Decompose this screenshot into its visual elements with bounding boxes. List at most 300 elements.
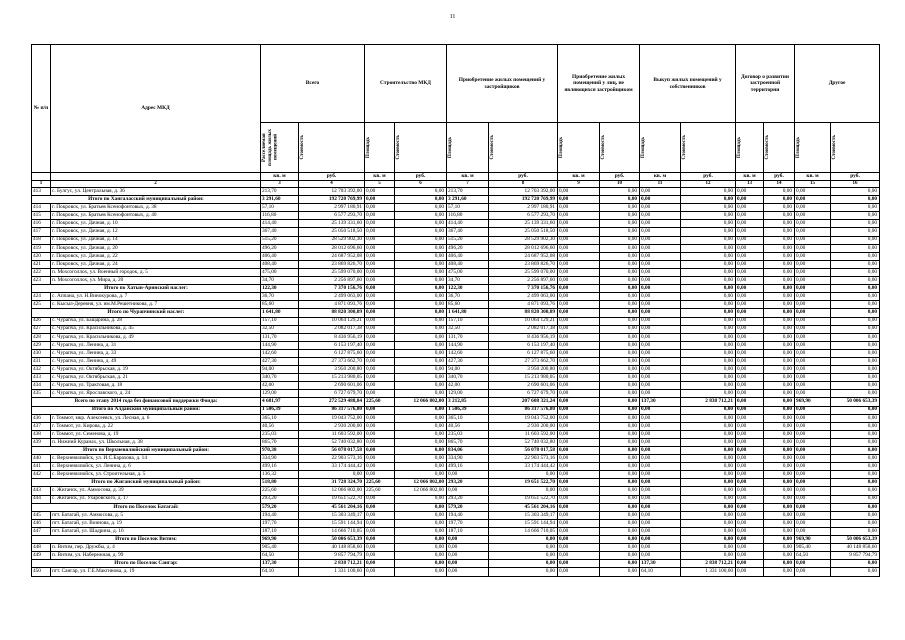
area-cell: 40,56 — [261, 422, 299, 430]
total-label: Итого по Поселок Сангар: — [32, 560, 261, 568]
cost-cell: 25 599 070,00 — [489, 268, 558, 276]
area-cell: 0,00 — [640, 455, 681, 463]
cost-cell: 0,00 — [395, 503, 447, 511]
area-cell: 0,00 — [640, 519, 681, 527]
subheader-area: Площадь — [736, 123, 764, 173]
table-row — [32, 293, 880, 301]
area-cell: 0,00 — [795, 487, 831, 495]
cost-cell: 52 740 032,80 — [489, 438, 558, 446]
cost-cell: 4 871 093,76 — [489, 301, 558, 309]
cost-cell: 0,00 — [395, 471, 447, 479]
cost-cell: 0,00 — [395, 366, 447, 374]
area-cell: 414,40 — [447, 220, 489, 228]
area-cell: 0,00 — [365, 519, 395, 527]
total-label: Итого по Поселок Витим: — [32, 536, 261, 544]
cost-cell: 0,00 — [831, 349, 880, 357]
row-number: 431 — [32, 357, 51, 365]
cost-cell: 0,00 — [395, 341, 447, 349]
row-number: 449 — [32, 552, 51, 560]
cost-cell: 0,00 — [600, 438, 640, 446]
area-cell: 85,60 — [447, 301, 489, 309]
area-cell: 0,00 — [447, 471, 489, 479]
area-cell: 0,00 — [558, 390, 600, 398]
table-row — [32, 527, 880, 535]
cost-cell: 0,00 — [681, 366, 736, 374]
table-row — [32, 430, 880, 438]
cost-cell: 0,00 — [395, 463, 447, 471]
area-cell: 213,70 — [447, 188, 489, 196]
area-cell: 408,40 — [261, 260, 299, 268]
cost-cell: 0,00 — [831, 260, 880, 268]
area-cell: 0,00 — [795, 463, 831, 471]
cost-cell: 22 903 573,16 — [489, 455, 558, 463]
cost-cell: 0,00 — [764, 196, 795, 204]
area-cell: 0,00 — [558, 196, 600, 204]
cost-cell: 0,00 — [681, 479, 736, 487]
area-cell: 157,10 — [261, 317, 299, 325]
cost-cell: 27 373 662,70 — [489, 357, 558, 365]
cost-cell: 28 529 902,30 — [489, 236, 558, 244]
table-row — [32, 463, 880, 471]
cost-cell: 0,00 — [764, 317, 795, 325]
header-address: Адрес МКД — [51, 45, 261, 173]
cost-cell: 0,00 — [395, 260, 447, 268]
area-cell: 136,32 — [261, 471, 299, 479]
cost-cell: 0,00 — [395, 552, 447, 560]
address-cell: г. Томмот, ул. Семенова, д. 19 — [51, 430, 261, 438]
cost-cell: 0,00 — [764, 349, 795, 357]
cost-cell: 0,00 — [600, 196, 640, 204]
area-cell: 0,00 — [795, 430, 831, 438]
cost-cell: 0,00 — [395, 422, 447, 430]
area-cell: 85,60 — [261, 301, 299, 309]
table-row — [32, 422, 880, 430]
total-row — [32, 536, 880, 544]
cost-cell: 0,00 — [600, 341, 640, 349]
unit-cell: руб. — [299, 173, 365, 181]
row-number: 440 — [32, 455, 51, 463]
cost-cell: 4 871 093,76 — [299, 301, 365, 309]
cost-cell: 45 561 204,16 — [489, 503, 558, 511]
area-cell: 116,80 — [447, 212, 489, 220]
area-cell: 0,00 — [558, 511, 600, 519]
cost-cell: 0,00 — [600, 244, 640, 252]
address-cell: с. Чурапча, ул. Октябрьская, д. 21 — [51, 374, 261, 382]
area-cell: 0,00 — [736, 349, 764, 357]
cost-cell: 0,00 — [831, 196, 880, 204]
cost-cell: 0,00 — [600, 503, 640, 511]
cost-cell: 0,00 — [681, 349, 736, 357]
area-cell: 515,20 — [447, 236, 489, 244]
area-cell: 0,00 — [640, 212, 681, 220]
cost-cell: 24 687 952,08 — [299, 252, 365, 260]
cost-cell: 0,00 — [681, 228, 736, 236]
address-cell: с. Чурапча, ул. Ленина, д. 31 — [51, 341, 261, 349]
area-cell: 0,00 — [365, 560, 395, 568]
area-cell: 970,38 — [261, 447, 299, 455]
cost-cell: 45 561 204,16 — [299, 503, 365, 511]
cost-cell: 0,00 — [831, 333, 880, 341]
cost-cell: 0,00 — [600, 325, 640, 333]
address-cell: с. Булгус, ул. Центральная, д. 36 — [51, 188, 261, 196]
cost-cell: 0,00 — [600, 471, 640, 479]
cost-cell: 22 903 573,16 — [299, 455, 365, 463]
address-cell: с. Чурапча, ул. Красильникова, д. 49 — [51, 333, 261, 341]
cost-cell: 0,00 — [764, 398, 795, 406]
cost-cell: 0,00 — [600, 544, 640, 552]
area-cell: 4 681,97 — [261, 398, 299, 406]
cost-cell: 0,00 — [395, 220, 447, 228]
table-row — [32, 374, 880, 382]
area-cell: 0,00 — [558, 333, 600, 341]
area-cell: 0,00 — [640, 349, 681, 357]
area-cell: 0,00 — [558, 422, 600, 430]
area-cell: 0,00 — [736, 568, 764, 576]
cost-cell: 10 064 129,21 — [489, 317, 558, 325]
area-cell: 0,00 — [736, 325, 764, 333]
cost-cell: 0,00 — [764, 204, 795, 212]
table-body — [32, 188, 880, 577]
address-cell: с. Верхневилюйск, ул. И.С.Барахова, д. 14 — [51, 455, 261, 463]
area-cell: 865,70 — [447, 438, 489, 446]
cost-cell: 19 043 752,00 — [489, 414, 558, 422]
cost-cell: 0,00 — [764, 519, 795, 527]
cost-cell: 0,00 — [764, 568, 795, 576]
address-cell: с. Чурапча, ул. Октябрьская, д. 19 — [51, 366, 261, 374]
cost-cell: 0,00 — [395, 406, 447, 414]
area-cell: 406,40 — [261, 252, 299, 260]
address-cell: г. Покровск, ул. Дачная, д. 10 — [51, 220, 261, 228]
cost-cell: 0,00 — [395, 519, 447, 527]
area-cell: 834,06 — [447, 447, 489, 455]
area-cell: 0,00 — [365, 544, 395, 552]
area-cell: 235,03 — [447, 430, 489, 438]
area-cell: 0,00 — [736, 188, 764, 196]
address-cell: с. Верхневилюйск, ул. Строительная, д. 5 — [51, 471, 261, 479]
area-cell: 187,10 — [447, 527, 489, 535]
area-cell: 0,00 — [795, 414, 831, 422]
row-number: 418 — [32, 236, 51, 244]
area-cell: 0,00 — [736, 544, 764, 552]
area-cell: 32,50 — [447, 325, 489, 333]
area-cell: 0,00 — [558, 309, 600, 317]
cost-cell: 7 370 156,76 — [299, 285, 365, 293]
area-cell: 0,00 — [795, 228, 831, 236]
row-number: 445 — [32, 511, 51, 519]
row-number: 424 — [32, 293, 51, 301]
area-cell: 235,03 — [261, 430, 299, 438]
cost-cell: 0,00 — [681, 487, 736, 495]
area-cell: 34,70 — [261, 277, 299, 285]
area-cell: 0,00 — [365, 293, 395, 301]
cost-cell: 1 331 100,60 — [681, 568, 736, 576]
area-cell: 0,00 — [558, 503, 600, 511]
area-cell: 0,00 — [736, 357, 764, 365]
cost-cell: 0,00 — [764, 527, 795, 535]
cost-cell: 0,00 — [489, 487, 558, 495]
area-cell: 0,00 — [365, 236, 395, 244]
cost-cell: 0,00 — [764, 357, 795, 365]
area-cell: 475,00 — [261, 268, 299, 276]
area-cell: 0,00 — [558, 438, 600, 446]
area-cell: 0,00 — [447, 552, 489, 560]
cost-cell: 0,00 — [489, 471, 558, 479]
area-cell: 0,00 — [365, 309, 395, 317]
cost-cell: 0,00 — [764, 366, 795, 374]
cost-cell: 0,00 — [681, 309, 736, 317]
cost-cell: 0,00 — [600, 285, 640, 293]
cost-cell: 0,00 — [764, 463, 795, 471]
cost-cell: 19 651 522,70 — [299, 495, 365, 503]
subheader-area: Площадь — [558, 123, 600, 173]
table-row — [32, 455, 880, 463]
cost-cell: 25 050 518,50 — [299, 228, 365, 236]
cost-cell: 0,00 — [600, 212, 640, 220]
area-cell: 0,00 — [736, 220, 764, 228]
cost-cell: 0,00 — [831, 487, 880, 495]
total-row — [32, 560, 880, 568]
area-cell: 137,30 — [640, 560, 681, 568]
cost-cell: 15 213 980,05 — [489, 374, 558, 382]
row-number: 442 — [32, 471, 51, 479]
area-cell: 0,00 — [640, 277, 681, 285]
area-cell: 0,00 — [365, 277, 395, 285]
area-cell: 0,00 — [447, 544, 489, 552]
cost-cell: 0,00 — [681, 374, 736, 382]
row-number: 425 — [32, 301, 51, 309]
cost-cell: 0,00 — [764, 228, 795, 236]
table-row — [32, 268, 880, 276]
area-cell: 0,00 — [736, 309, 764, 317]
area-cell: 0,00 — [640, 390, 681, 398]
cost-cell: 14 666 710,05 — [299, 527, 365, 535]
area-cell: 0,00 — [795, 204, 831, 212]
column-number: 16 — [831, 181, 880, 188]
address-cell: с. Жиганск, ул. Аммосова, д. 39 — [51, 487, 261, 495]
area-cell: 0,00 — [795, 293, 831, 301]
area-cell: 0,00 — [795, 560, 831, 568]
area-cell: 0,00 — [640, 309, 681, 317]
cost-cell: 0,00 — [600, 536, 640, 544]
area-cell: 365,10 — [261, 414, 299, 422]
area-cell: 0,00 — [365, 536, 395, 544]
address-cell: г. Покровск, ул. Дачная, д. 22 — [51, 252, 261, 260]
row-number: 420 — [32, 252, 51, 260]
row-number: 419 — [32, 244, 51, 252]
area-cell: 129,00 — [447, 390, 489, 398]
cost-cell: 0,00 — [681, 544, 736, 552]
area-cell: 0,00 — [736, 341, 764, 349]
area-cell: 0,00 — [640, 301, 681, 309]
cost-cell: 0,00 — [764, 212, 795, 220]
cost-cell: 2 838 712,21 — [299, 560, 365, 568]
area-cell: 0,00 — [736, 244, 764, 252]
subheader-area: Площадь — [365, 123, 395, 173]
area-cell: 0,00 — [795, 236, 831, 244]
total-row — [32, 406, 880, 414]
area-cell: 969,90 — [795, 398, 831, 406]
area-cell: 0,00 — [795, 511, 831, 519]
cost-cell: 0,00 — [831, 471, 880, 479]
cost-cell: 0,00 — [681, 301, 736, 309]
area-cell: 0,00 — [365, 438, 395, 446]
area-cell: 144,90 — [261, 341, 299, 349]
area-cell: 0,00 — [365, 220, 395, 228]
address-cell: с. Верхневилюйск, ул. Ленина, д. 6 — [51, 463, 261, 471]
area-cell: 0,00 — [736, 527, 764, 535]
row-number: 448 — [32, 544, 51, 552]
area-cell: 187,10 — [261, 527, 299, 535]
cost-cell: 2 082 017,38 — [299, 325, 365, 333]
subheader-area: Площадь — [447, 123, 489, 173]
cost-cell: 0,00 — [831, 438, 880, 446]
cost-cell: 0,00 — [764, 309, 795, 317]
area-cell: 0,00 — [640, 285, 681, 293]
area-cell: 0,00 — [640, 414, 681, 422]
cost-cell: 0,00 — [395, 414, 447, 422]
cost-cell: 0,00 — [831, 374, 880, 382]
cost-cell: 0,00 — [831, 301, 880, 309]
area-cell: 0,00 — [365, 260, 395, 268]
row-number: 443 — [32, 487, 51, 495]
area-cell: 0,00 — [795, 341, 831, 349]
cost-cell: 0,00 — [831, 228, 880, 236]
area-cell: 0,00 — [558, 220, 600, 228]
area-cell: 0,00 — [736, 552, 764, 560]
header-construction: Строительство МКД — [365, 45, 447, 123]
cost-cell: 0,00 — [831, 390, 880, 398]
cost-cell: 23 869 826,70 — [299, 260, 365, 268]
cost-cell: 2 838 712,21 — [681, 560, 736, 568]
area-cell: 0,00 — [795, 455, 831, 463]
area-cell: 0,00 — [795, 495, 831, 503]
area-cell: 0,00 — [795, 285, 831, 293]
table-row — [32, 390, 880, 398]
cost-cell: 6 577 293,70 — [299, 212, 365, 220]
table-row — [32, 495, 880, 503]
area-cell: 3 212,85 — [447, 398, 489, 406]
address-cell: г. Томмот, ул. Кирова, д. 22 — [51, 422, 261, 430]
subheader-area: Площадь — [640, 123, 681, 173]
area-cell: 0,00 — [640, 552, 681, 560]
column-number: 13 — [736, 181, 764, 188]
column-number: 9 — [558, 181, 600, 188]
cost-cell: 0,00 — [831, 325, 880, 333]
area-cell: 0,00 — [640, 188, 681, 196]
cost-cell: 0,00 — [764, 333, 795, 341]
area-cell: 0,00 — [365, 196, 395, 204]
cost-cell: 2 499 063,00 — [299, 293, 365, 301]
cost-cell: 0,00 — [764, 220, 795, 228]
cost-cell: 0,00 — [600, 349, 640, 357]
area-cell: 0,00 — [558, 268, 600, 276]
cost-cell: 0,00 — [395, 544, 447, 552]
total-row — [32, 398, 880, 406]
cost-cell: 0,00 — [681, 519, 736, 527]
area-cell: 0,00 — [736, 511, 764, 519]
cost-cell: 2 499 063,00 — [489, 293, 558, 301]
area-cell: 0,00 — [640, 438, 681, 446]
area-cell: 0,00 — [558, 560, 600, 568]
area-cell: 0,00 — [365, 414, 395, 422]
area-cell: 0,00 — [736, 252, 764, 260]
cost-cell: 0,00 — [681, 252, 736, 260]
subheader-resettled-area: Расселяемая площадь жилых помещений — [261, 123, 299, 173]
cost-cell: 12 066 802,00 — [299, 487, 365, 495]
total-label: Итого по Хатын-Аринский наслег: — [32, 285, 261, 293]
area-cell: 225,60 — [365, 487, 395, 495]
area-cell: 406,40 — [447, 252, 489, 260]
cost-cell: 0,00 — [831, 527, 880, 535]
row-number: 434 — [32, 382, 51, 390]
cost-cell: 0,00 — [395, 325, 447, 333]
cost-cell: 24 687 952,08 — [489, 252, 558, 260]
subheader-cost: Стоимость — [299, 123, 365, 173]
cost-cell: 10 064 129,21 — [299, 317, 365, 325]
area-cell: 0,00 — [640, 406, 681, 414]
row-number: 436 — [32, 414, 51, 422]
column-number: 8 — [489, 181, 558, 188]
total-label: Итого по Чурапчинский наслег: — [32, 309, 261, 317]
area-cell: 0,00 — [736, 277, 764, 285]
area-cell: 0,00 — [640, 196, 681, 204]
address-cell: с. Чурапча, ул. Ленина, д. 49 — [51, 357, 261, 365]
cost-cell: 15 213 980,05 — [299, 374, 365, 382]
cost-cell: 31 728 324,70 — [299, 479, 365, 487]
area-cell: 1 506,39 — [261, 406, 299, 414]
cost-cell: 2 930 200,00 — [299, 422, 365, 430]
cost-cell: 0,00 — [600, 317, 640, 325]
area-cell: 0,00 — [795, 447, 831, 455]
area-cell: 64,10 — [640, 568, 681, 576]
area-cell: 334,90 — [261, 455, 299, 463]
cost-cell: 12 066 802,00 — [395, 487, 447, 495]
area-cell: 3 291,60 — [447, 196, 489, 204]
table-row — [32, 382, 880, 390]
cost-cell: 0,00 — [600, 511, 640, 519]
area-cell: 197,70 — [447, 519, 489, 527]
area-cell: 865,70 — [261, 438, 299, 446]
cost-cell: 0,00 — [681, 341, 736, 349]
area-cell: 0,00 — [640, 341, 681, 349]
cost-cell: 0,00 — [395, 430, 447, 438]
cost-cell: 0,00 — [681, 260, 736, 268]
cost-cell: 0,00 — [600, 527, 640, 535]
cost-cell: 0,00 — [681, 511, 736, 519]
area-cell: 0,00 — [640, 236, 681, 244]
cost-cell: 0,00 — [681, 357, 736, 365]
area-cell: 0,00 — [558, 357, 600, 365]
table-row — [32, 220, 880, 228]
address-cell: г. Покровск, ул. Дачная, д. 12 — [51, 228, 261, 236]
cost-cell: 0,00 — [831, 244, 880, 252]
unit-cell: руб. — [681, 173, 736, 181]
cost-cell: 0,00 — [600, 188, 640, 196]
unit-cell: руб. — [489, 173, 558, 181]
address-cell: г. Покровск, ул. Братьев Ксенофонтовых, д. 40 — [51, 212, 261, 220]
cost-cell: 0,00 — [489, 552, 558, 560]
cost-cell: 0,00 — [831, 188, 880, 196]
area-cell: 0,00 — [640, 536, 681, 544]
cost-cell: 0,00 — [395, 455, 447, 463]
cost-cell: 28 012 696,60 — [299, 244, 365, 252]
area-cell: 518,80 — [261, 479, 299, 487]
area-cell: 0,00 — [736, 471, 764, 479]
table-row — [32, 519, 880, 527]
row-number: 416 — [32, 220, 51, 228]
cost-cell: 0,00 — [395, 527, 447, 535]
area-cell: 0,00 — [365, 406, 395, 414]
